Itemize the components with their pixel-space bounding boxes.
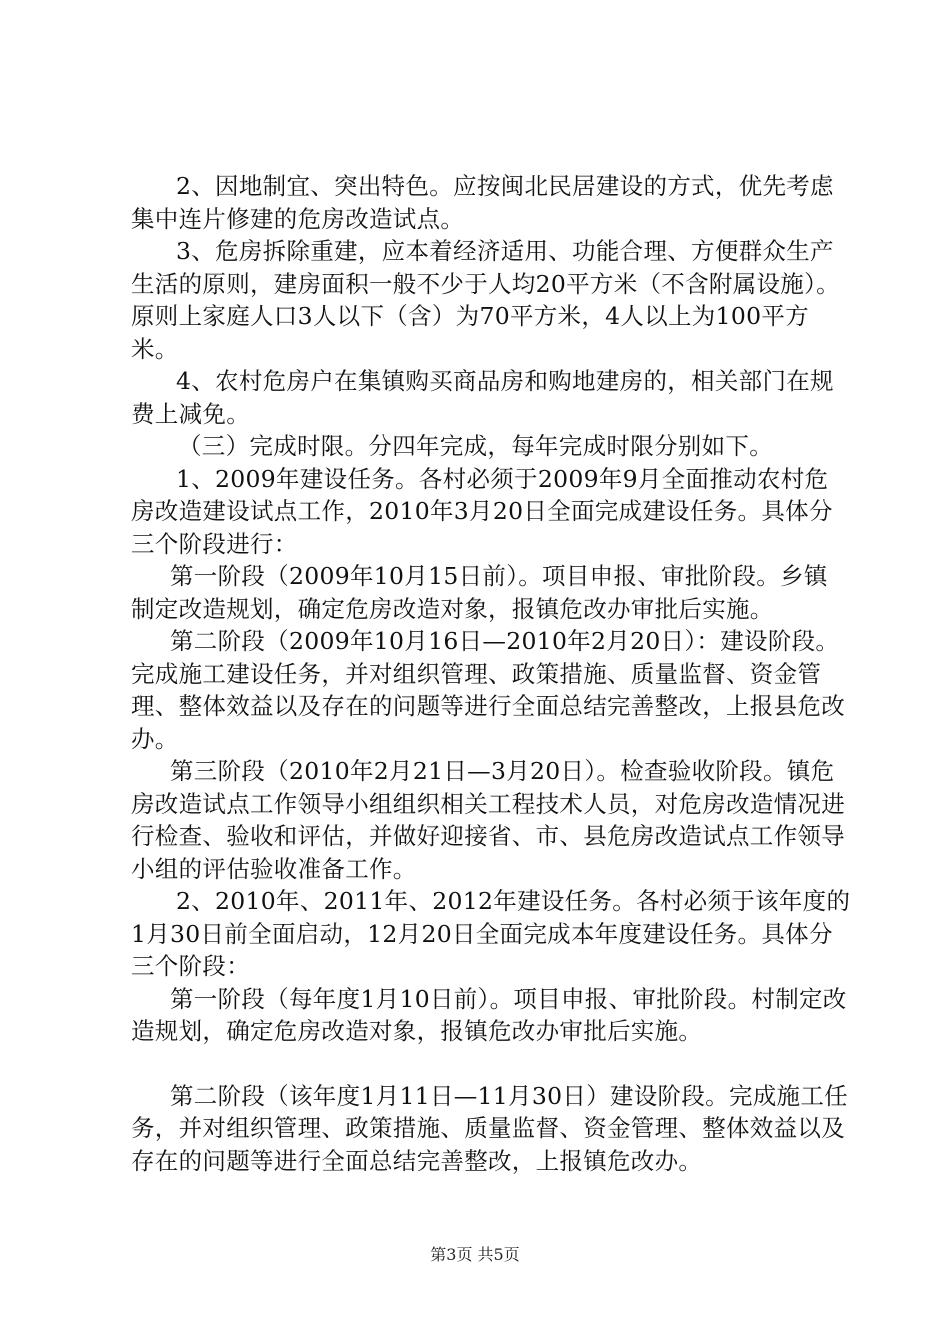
paragraph-2009-phase-1: 第一阶段（2009年10月15日前）。项目申报、审批阶段。乡镇制定改造规划，确定危房改造对象，报镇危改办审批后实施。 xyxy=(131,562,828,623)
paragraph-task-2009: 1、2009年建设任务。各村必须于2009年9月全面推动农村危房改造建设试点工作，2010年3月20日全面完成建设任务。具体分三个阶段进行： xyxy=(131,464,833,558)
paragraph-annual-phase-1: 第一阶段（每年度1月10日前）。项目申报、审批阶段。村制定改造规划，确定危房改造对象，报镇危改办审批后实施。 xyxy=(131,984,847,1045)
paragraph-section-deadline: （三）完成时限。分四年完成，每年完成时限分别如下。 xyxy=(178,432,773,460)
paragraph-2009-phase-3: 第三阶段（2010年2月21日—3月20日）。检查验收阶段。镇危房改造试点工作领导小组组织相关工程技术人员，对危房改造情况进行检查、验收和评估，并做好迎接省、市、县危房改造试点工作领导小组的评估验收准备工作。 xyxy=(131,757,845,883)
paragraph-2009-phase-2: 第二阶段（2009年10月16日—2010年2月20日）：建设阶段。完成施工建设任务，并对组织管理、政策措施、质量监督、资金管理、整体效益以及存在的问题等进行全面总结完善整改，上报县危改办。 xyxy=(131,627,845,753)
document-body xyxy=(131,170,851,1177)
paragraph-item-4: 4、农村危房户在集镇购买商品房和购地建房的，相关部门在规费上减免。 xyxy=(131,367,834,428)
paragraph-annual-phase-2: 第二阶段（该年度1月11日—11月30日）建设阶段。完成施工任务，并对组织管理、政策措施、质量监督、资金管理、整体效益以及存在的问题等进行全面总结完善整改，上报镇危改办。 xyxy=(131,1081,848,1175)
paragraph-item-3: 3、危房拆除重建，应本着经济适用、功能合理、方便群众生产生活的原则，建房面积一般不少于人均20平方米（不含附属设施）。原则上家庭人口3人以下（含）为70平方米，4人以上为100平方米。 xyxy=(131,237,840,363)
paragraph-item-2: 2、因地制宜、突出特色。应按闽北民居建设的方式，优先考虑集中连片修建的危房改造试点。 xyxy=(131,172,834,233)
paragraph-task-2010-2012: 2、2010年、2011年、2012年建设任务。各村必须于该年度的1月30日前全面启动，12月20日全面完成本年度建设任务。具体分三个阶段： xyxy=(131,887,851,980)
page-footer xyxy=(0,1245,950,1265)
page-number-label: 第3页 共5页 xyxy=(430,1245,520,1264)
